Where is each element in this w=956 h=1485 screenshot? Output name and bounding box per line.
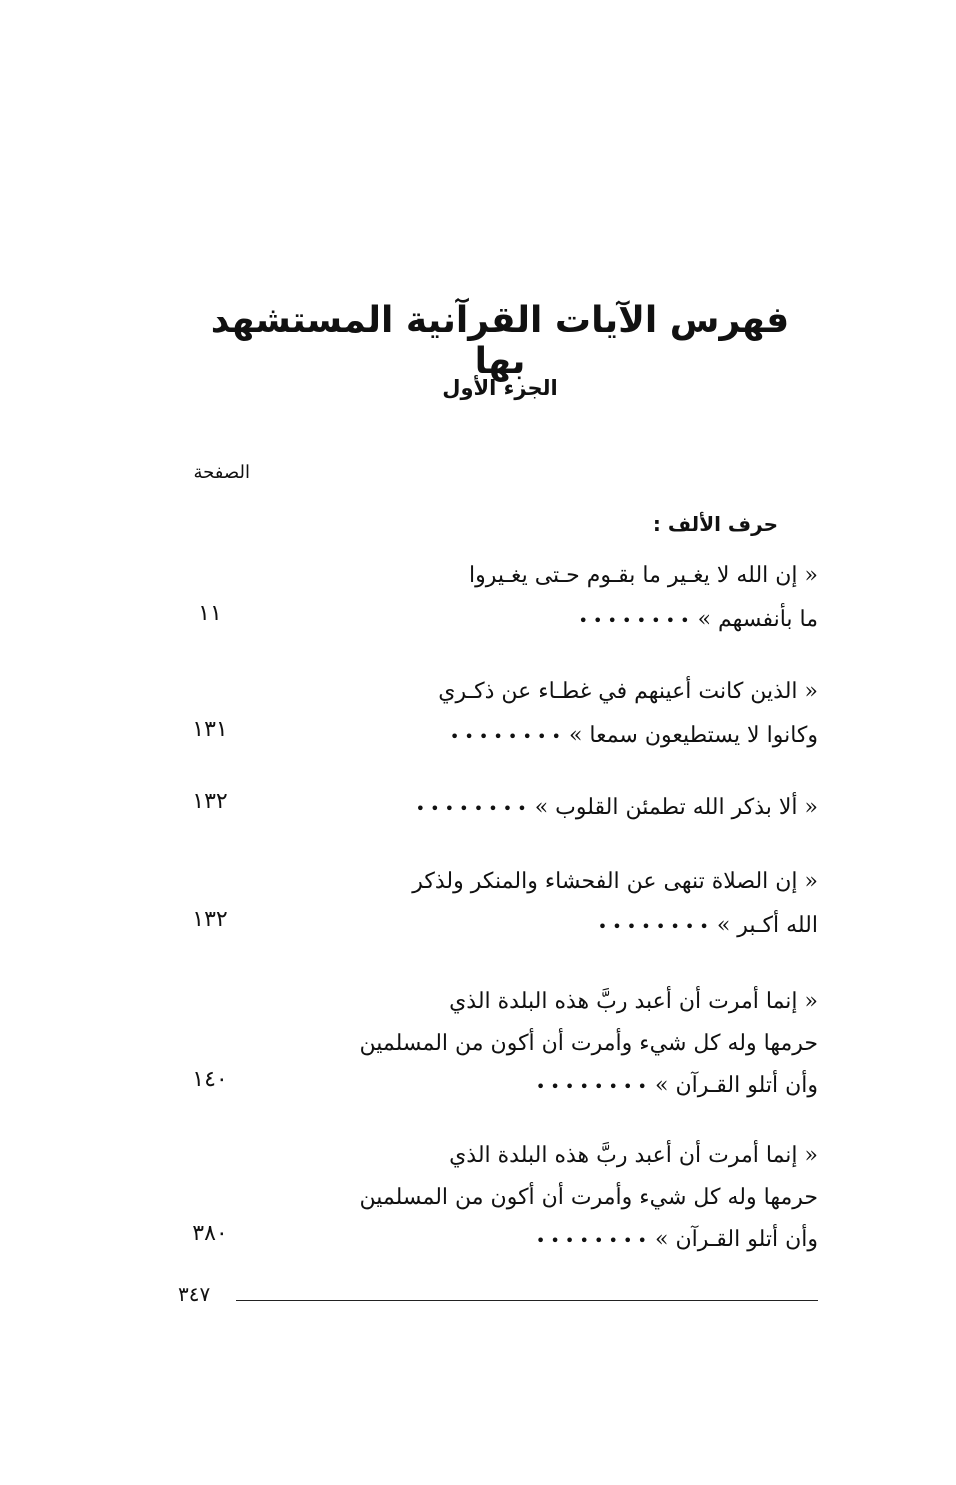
- page-number: ١٣٢: [192, 907, 228, 932]
- verse-line: [378, 1218, 818, 1262]
- verse-line: [378, 786, 818, 830]
- verse-line: « الذين كانت أعينهم في غطـاء عن ذكـري: [438, 679, 818, 704]
- page-number: ١٤٠: [192, 1067, 228, 1092]
- leader-dots: • • • • • • • •: [597, 917, 709, 936]
- page-column-header: الصفحة: [193, 462, 250, 483]
- verse-line-text: ما بأنفسهم »: [697, 607, 818, 632]
- verse-line-text: « ألا بذكر الله تطمئن القلوب »: [534, 795, 818, 820]
- footer-rule: [236, 1300, 818, 1301]
- page-number: ١٣١: [192, 717, 228, 742]
- verse-line: [378, 904, 818, 948]
- leader-dots: • • • • • • • •: [415, 799, 527, 818]
- verse-line: [378, 598, 818, 642]
- verse-line: « إنما أمرت أن أعبد ربَّ هذه البلدة الذي: [449, 989, 818, 1014]
- verse-line-text: وأن أتلو القـرآن »: [654, 1073, 818, 1098]
- verse-line-text: وكانوا لا يستطيعون سمعا »: [568, 723, 818, 748]
- verse-line: « إن الصلاة تنهى عن الفحشاء والمنكر ولذكر: [412, 869, 818, 894]
- verse-line-text: وأن أتلو القـرآن »: [654, 1227, 818, 1252]
- verse-line: حرمها وله كل شيء وأمرت أن أكون من المسلمين: [359, 1031, 818, 1056]
- page-subtitle: الجزء الأول: [442, 376, 558, 400]
- verse-line: حرمها وله كل شيء وأمرت أن أكون من المسلمين: [359, 1185, 818, 1210]
- verse-line: [378, 714, 818, 758]
- page-number: ٣٨٠: [192, 1221, 228, 1246]
- verse-line: « إنما أمرت أن أعبد ربَّ هذه البلدة الذي: [449, 1143, 818, 1168]
- page-title: فهرس الآيات القرآنية المستشهد بها: [210, 300, 790, 382]
- verse-line: [378, 1064, 818, 1108]
- footer-page-number: ٣٤٧: [178, 1282, 211, 1306]
- page-number: ١١: [198, 601, 222, 626]
- page-number: ١٣٢: [192, 789, 228, 814]
- leader-dots: • • • • • • • •: [535, 1077, 647, 1096]
- verse-line-text: الله أكـبر »: [716, 913, 818, 938]
- verse-line: « إن الله لا يغـير ما بقـوم حـتى يغـيروا: [469, 563, 818, 588]
- letter-section-heading: حرف الألف :: [652, 512, 778, 536]
- leader-dots: • • • • • • • •: [449, 727, 561, 746]
- leader-dots: • • • • • • • •: [535, 1231, 647, 1250]
- leader-dots: • • • • • • • •: [578, 611, 690, 630]
